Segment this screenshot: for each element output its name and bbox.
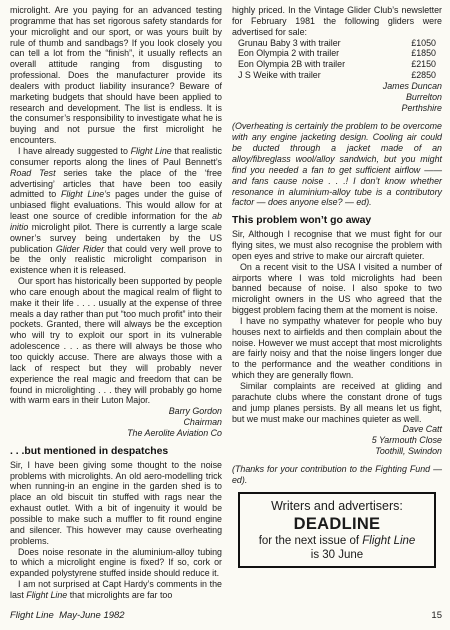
page-footer bbox=[10, 610, 442, 621]
notice-text: for the next issue of Flight Line bbox=[258, 534, 416, 547]
signature-town: Burrelton bbox=[405, 91, 442, 102]
letter-paragraph: highly priced. In the Vintage Glider Club’s newsletter for February 1981 the following gliders were advertised for sale: bbox=[232, 5, 442, 37]
list-item: J S Weike with trailer £2850 bbox=[238, 70, 436, 81]
signature-name: Dave Catt bbox=[402, 424, 442, 435]
letter-paragraph: Similar complaints are received at gliding and parachute clubs where the constant drone of tugs and jump planes persists. By all means let us fight, but we must make our machines quieter as well. bbox=[232, 381, 442, 424]
editor-note: (Thanks for your contribution to the Fighting Fund — ed). bbox=[232, 463, 442, 485]
signature-address: 5 Yarmouth Close bbox=[371, 435, 442, 446]
notice-heading: Writers and advertisers: bbox=[271, 498, 403, 513]
letter-paragraph: microlight. Are you paying for an advanced testing programme that has set rigorous safety standards for your microlight and our sport, or was yours built by rule of thumb and sandbags? If you look closely you can tell a lot from the “finish”, it usually reflects an overall attitude ranging from disgusting to professional. Does the manufacturer provide its dealers with product liability insurance? Beware of marketing budgets that should have been applied to research and development. The list is endless. It is the consumer’s responsibility to investigate what he is buying and not pursue the first microlight he encounters. bbox=[10, 5, 222, 146]
letter-paragraph: Our sport has historically been supported by people who care enough about the magical realm of flight to make it their life . . . . usually at the expense of three meals a day rather than put “too much profit” into their pockets. Granted, there will always be the exception who will try to exploit our sport in its vulnerable adolescence . . . as there will always be those who too quickly accuse. There are always those with a lack of respect but they will probably never experience the real magic and freedom that can be found in microlighting . . . they will probably go home with warm ears in their Luton Major. bbox=[10, 276, 222, 406]
signature-title: Chairman bbox=[183, 417, 222, 428]
letter-paragraph: Sir, Although I recognise that we must fight for our flying sites, we must also recognise the problem with open eyes and strive to make our aircraft quieter. bbox=[232, 229, 442, 261]
list-item: Eon Olympia 2 with trailer £1850 bbox=[238, 48, 436, 59]
signature-county: Perthshire bbox=[401, 102, 442, 113]
letter-paragraph: I have already suggested to Flight Line that realistic consumer reports along the lines of Paul Bennett’s Road Test series take the place of the ‘free advertising’ articles that have been too easily admitted to Flight Line’s pages under the guise of unbiased flight evaluations. This would allow for at least one source of credible information for the ab initio microlight pilot. There is currently a large scale owner’s survey being undertaken by the US publication Glider Rider that could very well prove to be the only realistic microlight comparison in existence when it is released. bbox=[10, 145, 222, 276]
signature-block bbox=[10, 406, 222, 439]
page-number: 15 bbox=[431, 610, 442, 621]
signature-block bbox=[232, 424, 442, 457]
footer-publication: Flight Line May-June 1982 bbox=[10, 610, 125, 621]
letter-paragraph: Does noise resonate in the aluminium-alloy tubing to which a microlight engine is fixed? If so, cork or expanded polystyrene stuffed inside should reduce it. bbox=[10, 546, 222, 579]
letter-paragraph: I am not surprised at Capt Hardy’s comments in the last Flight Line that microlights are far too bbox=[10, 579, 222, 600]
list-item: Eon Olympia 2B with trailer £2150 bbox=[238, 59, 436, 70]
list-item: Grunau Baby 3 with trailer £1050 bbox=[238, 37, 436, 48]
letter-paragraph: Sir, I have been giving some thought to the noise problems with microlights. An old aero-modelling trick when running-in an engine in the garden shed is to place an old biscuit tin stuffed with rags near the exhaust outlet. With a bit of ingenuity it would be possible to make such a muffler to fit round engine and silencer. This however may cause overheating problems. bbox=[10, 459, 222, 546]
left-column bbox=[10, 5, 222, 601]
signature-block bbox=[232, 81, 442, 114]
glider-price-list bbox=[232, 38, 442, 81]
signature-name: James Duncan bbox=[382, 80, 442, 91]
editor-note: (Overheating is certainly the problem to be overcome with any engine jacketing design. Cooling air could be ducted through a jacket made of an alloy/fibreglass wool/alloy sandwich, but you might find you needed a fan to get sufficient airflow —— and fans cause noise . . .! I don’t know whether resonance in aluminium-alloy tube is a contributory factor — does anyone else? — ed). bbox=[232, 121, 442, 208]
signature-name: Barry Gordon bbox=[168, 406, 222, 417]
deadline-title: DEADLINE bbox=[293, 514, 381, 533]
letter-paragraph: On a recent visit to the USA I visited a number of airports where I was told microlights had been banned because of noise. I also spoke to two microlight owners in the US who agreed that the biggest problem facing them at the moment is noise. bbox=[232, 261, 442, 316]
signature-town: Toothill, Swindon bbox=[375, 446, 442, 457]
deadline-notice-box bbox=[238, 492, 436, 568]
letter-heading: This problem won’t go away bbox=[232, 215, 372, 227]
right-column bbox=[232, 5, 442, 568]
letter-paragraph: I have no sympathy whatever for people who buy houses next to airfields and then complain about the noise. However we must accept that most microlights are fairly noisy and that the noise lingers longer due to the performance and the weather conditions in which they are generally flown. bbox=[232, 315, 442, 381]
notice-date: is 30 June bbox=[310, 548, 364, 561]
letter-heading: . . .but mentioned in despatches bbox=[10, 445, 169, 457]
signature-company: The Aerolite Aviation Co bbox=[127, 427, 222, 438]
